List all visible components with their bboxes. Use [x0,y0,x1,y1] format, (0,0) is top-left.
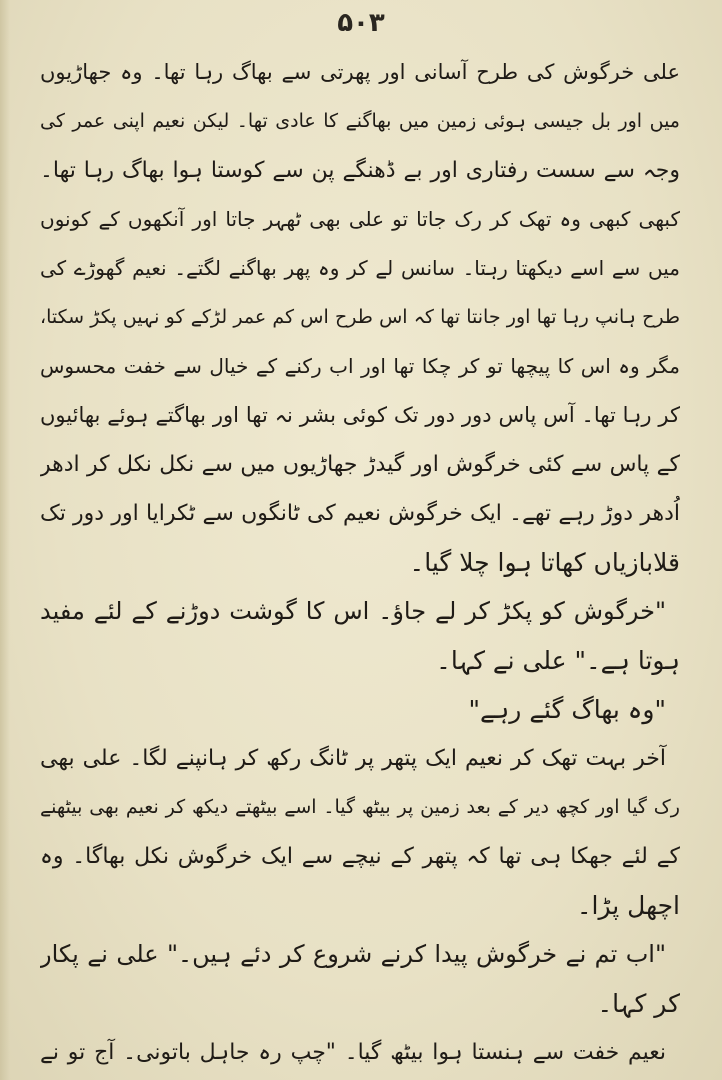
text-line: رک گیا اور کچھ دیر کے بعد زمین پر بیٹھ گیا۔ اسے بیٹھتے دیکھ کر نعیم بھی بیٹھنے [40,796,680,818]
text-line: کے پاس سے کئی خرگوش اور گیدڑ جھاڑیوں میں سے نکل نکل کر ادھر [40,452,680,477]
text-line: ہوتا ہے۔" علی نے کہا۔ [436,646,680,675]
text-line: اچھل پڑا۔ [576,891,680,920]
text-line: "اب تم نے خرگوش پیدا کرنے شروع کر دئے ہیں۔" علی نے پکار [40,940,666,968]
text-line: کبھی کبھی وہ تھک کر رک جاتا تو علی بھی ٹھہر جاتا اور آنکھوں کے کونوں [40,207,680,231]
text-line: طرح ہانپ رہا تھا اور جانتا تھا کہ اس طرح اس کم عمر لڑکے کو نہیں پکڑ سکتا، [40,306,680,328]
text-line: نعیم خفت سے ہنستا ہوا بیٹھ گیا۔ "چپ رہ جاہل باتونی۔ آج تو نے [40,1040,666,1065]
page-body-text [40,48,680,1077]
text-line: "وہ بھاگ گئے رہے" [468,695,666,724]
text-line: وجہ سے سست رفتاری اور بے ڈھنگے پن سے کوستا ہوا بھاگ رہا تھا۔ [40,158,680,183]
text-line: اُدھر دوڑ رہے تھے۔ ایک خرگوش نعیم کی ٹانگوں سے ٹکرایا اور دور تک [40,501,680,526]
text-line: کر کہا۔ [597,989,680,1018]
text-line: آخر بہت تھک کر نعیم ایک پتھر پر ٹانگ رکھ کر ہانپنے لگا۔ علی بھی [40,746,666,771]
text-line: قلابازیاں کھاتا ہوا چلا گیا۔ [409,548,680,577]
page-number: ۵۰۳ [337,8,385,38]
text-line: "خرگوش کو پکڑ کر لے جاؤ۔ اس کا گوشت دوڑنے کے لئے مفید [40,597,666,625]
text-line: کے لئے جھکا ہی تھا کہ پتھر کے نیچے سے ایک خرگوش نکل بھاگا۔ وہ [40,844,680,869]
page-edge-shadow [0,0,10,1080]
text-line: کر رہا تھا۔ آس پاس دور دور تک کوئی بشر نہ تھا اور بھاگتے ہوئے بھائیوں [40,403,680,427]
text-line: میں سے اسے دیکھتا رہتا۔ سانس لے کر وہ پھر بھاگنے لگتے۔ نعیم گھوڑے کی [40,256,680,280]
text-line: میں اور بل جیسی ہوئی زمین میں بھاگنے کا عادی تھا۔ لیکن نعیم اپنی عمر کی [40,110,680,132]
text-line: مگر وہ اس کا پیچھا تو کر چکا تھا اور اب رکنے کے خیال سے خفت محسوس [40,354,680,378]
text-line: علی خرگوش کی طرح آسانی اور پھرتی سے بھاگ رہا تھا۔ وہ جھاڑیوں [40,60,680,84]
